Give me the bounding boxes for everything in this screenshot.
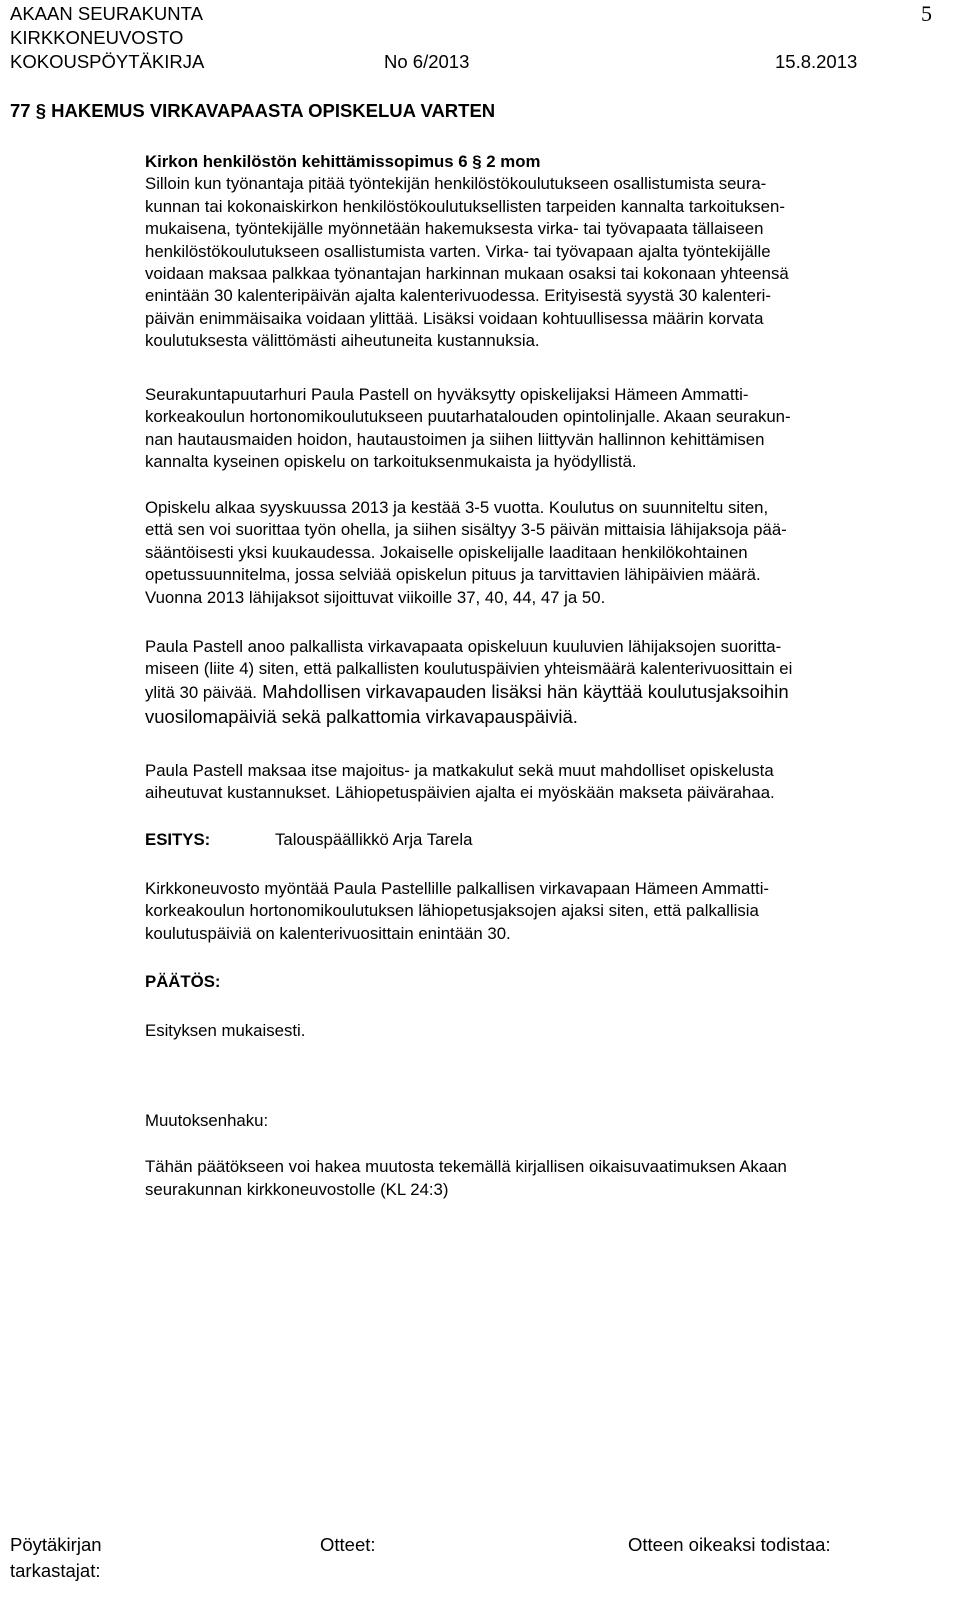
rule-line: kunnan tai kokonaiskirkon henkilöstökoulutuksellisten tarpeiden kannalta tarkoituksen-: [145, 196, 785, 216]
org-body: KIRKKONEUVOSTO: [10, 27, 184, 48]
text-line: miseen (liite 4) siten, että palkallisten koulutuspäivien yhteismäärä kalenterivuosittain ei: [145, 659, 793, 679]
decision-label: PÄÄTÖS:: [145, 972, 221, 991]
text-line-large: vuosilomapäiviä sekä palkattomia virkavapauspäiviä.: [145, 706, 578, 728]
org-name: AKAAN SEURAKUNTA: [10, 3, 203, 24]
rule-line: Silloin kun työnantaja pitää työntekijän henkilöstökoulutukseen osallistumista seura-: [145, 174, 767, 194]
text-line: aiheutuvat kustannukset. Lähiopetuspäivien ajalta ei myöskään makseta päivärahaa.: [145, 783, 775, 803]
text-segment: ylitä 30 päivää.: [145, 682, 257, 702]
decision-block: [145, 971, 945, 1043]
rule-block: [145, 151, 945, 353]
text-line: Opiskelu alkaa syyskuussa 2013 ja kestää 3-5 vuotta. Koulutus on suunniteltu siten,: [145, 498, 769, 517]
paragraph-request: [145, 636, 945, 730]
rule-heading: Kirkon henkilöstön kehittämissopimus 6 § 2 mom: [145, 152, 541, 171]
text-line: [145, 681, 945, 704]
text-line: kannalta kyseinen opiskelu on tarkoituksenmukaista ja hyödyllistä.: [145, 452, 637, 472]
proposal-author: Talouspäällikkö Arja Tarela: [275, 830, 473, 849]
text-line: opetussuunnitelma, jossa selviää opiskelun pituus ja tarvittavien lähipäivien määrä.: [145, 565, 761, 585]
appeal-line: seurakunnan kirkkoneuvostolle (KL 24:3): [145, 1179, 449, 1199]
text-line: Vuonna 2013 lähijaksot sijoittuvat viikoille 37, 40, 44, 47 ja 50.: [145, 587, 606, 607]
text-line: että sen voi suorittaa työn ohella, ja siihen sisältyy 3-5 päivän mittaisia lähijaksoja pää-: [145, 520, 787, 540]
text-line: Seurakuntapuutarhuri Paula Pastell on hyväksytty opiskelijaksi Hämeen Ammatti-: [145, 385, 749, 404]
doc-meta-row: [10, 50, 910, 74]
rule-line: enintään 30 kalenteripäivän ajalta kalenterivuodessa. Erityisestä syystä 30 kalenteri-: [145, 286, 771, 306]
appeal-label: Muutoksenhaku:: [145, 1111, 269, 1130]
text-line: nan hautausmaiden hoidon, hautaustoimen ja siihen liittyvän hallinnon kehittämisen: [145, 429, 765, 449]
section-title: 77 § HAKEMUS VIRKAVAPAASTA OPISKELUA VARTEN: [10, 100, 496, 121]
text-line: Kirkkoneuvosto myöntää Paula Pastellille palkallisen virkavapaan Hämeen Ammatti-: [145, 879, 770, 898]
doc-type: KOKOUSPÖYTÄKIRJA: [10, 51, 205, 72]
doc-date: 15.8.2013: [775, 51, 858, 72]
footer-extracts: Otteet:: [320, 1534, 376, 1555]
proposal-row: [145, 829, 945, 851]
paragraph-study: [145, 497, 945, 609]
text-line: korkeakoulun hortonomikoulutuksen lähiopetusjaksojen ajaksi siten, että palkallisia: [145, 901, 759, 921]
text-segment-large: Mahdollisen virkavapauden lisäksi hän käyttää koulutusjaksoihin: [256, 680, 789, 702]
page-number: 5: [921, 1, 932, 26]
appeal-block: [145, 1110, 945, 1201]
footer-certified: Otteen oikeaksi todistaa:: [628, 1534, 831, 1555]
paragraph-costs: [145, 760, 945, 805]
proposal-text: [145, 878, 945, 945]
rule-line: henkilöstökoulutukseen osallistumista varten. Virka- tai työvapaan ajalta työntekijälle: [145, 241, 771, 261]
decision-text: Esityksen mukaisesti.: [145, 1021, 306, 1041]
rule-line: päivän enimmäisaika voidaan ylittää. Lisäksi voidaan kohtuullisessa määrin korvata: [145, 308, 764, 328]
proposal-label: ESITYS:: [145, 830, 211, 849]
rule-line: mukaisena, työntekijälle myönnetään hakemuksesta virka- tai työvapaata tällaiseen: [145, 219, 764, 239]
text-line: koulutuspäiviä on kalenterivuosittain enintään 30.: [145, 923, 511, 943]
text-line: Paula Pastell anoo palkallista virkavapaata opiskeluun kuuluvien lähijaksojen suoritta-: [145, 637, 782, 656]
paragraph-applicant: [145, 384, 945, 474]
footer-checkers-line: tarkastajat:: [10, 1560, 101, 1581]
text-line: sääntöisesti yksi kuukaudessa. Jokaiselle opiskelijalle laaditaan henkilökohtainen: [145, 542, 748, 562]
text-line: Paula Pastell maksaa itse majoitus- ja matkakulut sekä muut mahdolliset opiskelusta: [145, 761, 774, 780]
footer-checkers-line: Pöytäkirjan: [10, 1534, 102, 1555]
appeal-line: Tähän päätökseen voi hakea muutosta tekemällä kirjallisen oikaisuvaatimuksen Akaan: [145, 1157, 787, 1177]
footer-checkers: [10, 1532, 102, 1584]
doc-number: No 6/2013: [384, 51, 470, 72]
rule-line: koulutuksesta välittömästi aiheutuneita kustannuksia.: [145, 331, 540, 351]
text-line: korkeakoulun hortonomikoulutukseen puutarhatalouden opintolinjalle. Akaan seurakun-: [145, 407, 791, 427]
rule-line: voidaan maksaa palkkaa työnantajan harkinnan mukaan osaksi tai kokonaan yhteensä: [145, 264, 789, 284]
